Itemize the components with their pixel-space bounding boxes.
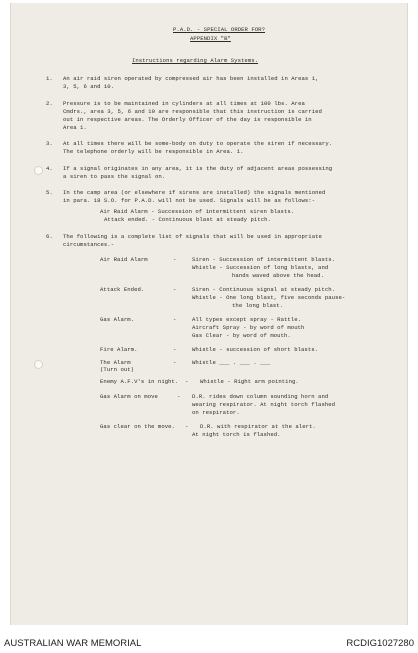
appendix-label: APPENDIX "B" — [190, 35, 231, 42]
signal-dash: - — [173, 359, 177, 366]
signal-name: The Alarm — [100, 359, 131, 366]
document-title: P.A.D. - SPECIAL ORDER FOR? — [173, 26, 265, 33]
signal-name: Fire Alarm. — [100, 346, 138, 353]
signal-dash: - — [185, 423, 189, 430]
paragraph-line: An air raid siren operated by compressed air has been installed in Areas 1, — [63, 75, 319, 82]
paragraph-line: At all times there will be some-body on duty to operate the siren if necessary. — [63, 140, 333, 147]
paragraph-line: in para. 18 S.O. for P.A.D. will not be used. Signals will be as follows:- — [63, 197, 316, 204]
paragraph-number: 2. — [46, 100, 53, 107]
signal-description: on respirator. — [192, 409, 240, 416]
signal-name: (Turn out) — [100, 366, 135, 373]
signal-name: Gas Alarm on move — [100, 393, 158, 400]
signal-description: Siren - Continuous signal at steady pitch. — [192, 286, 336, 293]
signal-dash: - — [173, 286, 177, 293]
paragraph-line: The following is a complete list of signals that will be used in appropriate — [63, 233, 322, 240]
signal-dash: - — [185, 378, 189, 385]
signal-description: the long blast. — [232, 302, 284, 309]
signal-description: D.R. rides down column sounding horn and — [192, 393, 329, 400]
footer-institution: AUSTRALIAN WAR MEMORIAL — [4, 638, 142, 649]
signal-dash: - — [173, 346, 177, 353]
signal-name: Enemy A.F.V's in night. — [100, 378, 179, 385]
signal-description: Whistle - Right arm pointing. — [200, 378, 299, 385]
signal-dash: - — [173, 316, 177, 323]
signal-name: Gas Alarm. — [100, 316, 135, 323]
signal-description: Whistle ___ . ___ . ___ — [192, 359, 271, 366]
signal-name: Attack Ended. — [100, 286, 145, 293]
paragraph-line: Area 1. — [63, 124, 87, 131]
paragraph-number: 6. — [46, 233, 53, 240]
signal-description: D.R. with respirator at the alert. — [200, 423, 316, 430]
signal-description: wearing respirator. At night torch flashed — [192, 401, 336, 408]
signal-description: Whistle - Succession of long blasts, and — [192, 264, 329, 271]
paragraph-line: The telephone orderly will be responsible in Area. 1. — [63, 148, 244, 155]
signal-description: Whistle - One long blast, five seconds pause- — [192, 294, 346, 301]
document-subtitle: Instructions regarding Alarm Systems. — [132, 57, 259, 64]
paragraph-line: a siren to pass the signal on. — [63, 173, 166, 180]
punch-hole — [34, 360, 43, 369]
signal-description: hands waved above the head. — [232, 272, 324, 279]
paragraph-line: Air Raid Alarm - Succession of intermittent siren blasts. — [100, 208, 295, 215]
paragraph-line: In the camp area (or elsewhere if sirens are installed) the signals mentioned — [63, 189, 326, 196]
footer-reference-id: RCDIG1027280 — [346, 638, 414, 649]
signal-dash: - — [177, 393, 181, 400]
document-page — [10, 3, 408, 625]
paragraph-line: 3, 5, 6 and 10. — [63, 83, 115, 90]
paragraph-line: Cmdrs., area 3, 5, 6 and 10 are responsible that this instruction is carried — [63, 108, 322, 115]
signal-description: Siren - Succession of intermittent blasts. — [192, 256, 336, 263]
paragraph-line: circumstances.- — [63, 241, 115, 248]
paragraph-number: 3. — [46, 140, 53, 147]
paragraph-number: 4. — [46, 165, 53, 172]
signal-description: Aircraft Spray - by word of mouth — [192, 324, 305, 331]
paragraph-number: 1. — [46, 75, 53, 82]
paragraph-line: If a signal originates in any area, it is the duty of adjacent areas possessing — [63, 165, 333, 172]
paragraph-line: out in respective areas. The Orderly Officer of the day is responsible in — [63, 116, 312, 123]
archive-footer — [0, 630, 418, 653]
signal-dash: - — [173, 256, 177, 263]
paragraph-number: 5. — [46, 189, 53, 196]
paragraph-line: Pressure is to be maintained in cylinders at all times at 100 lbs. Area — [63, 100, 305, 107]
signal-description: All types except spray - Rattle. — [192, 316, 302, 323]
signal-description: Gas Clear - by word of mouth. — [192, 332, 291, 339]
signal-name: Air Raid Alarm — [100, 256, 148, 263]
signal-description: Whistle - succession of short blasts. — [192, 346, 319, 353]
signal-name: Gas clear on the move. — [100, 423, 175, 430]
paragraph-line: Attack ended. - Continuous blast at steady pitch. — [104, 216, 271, 223]
punch-hole — [34, 166, 43, 175]
signal-description: At night torch is flashed. — [192, 431, 281, 438]
